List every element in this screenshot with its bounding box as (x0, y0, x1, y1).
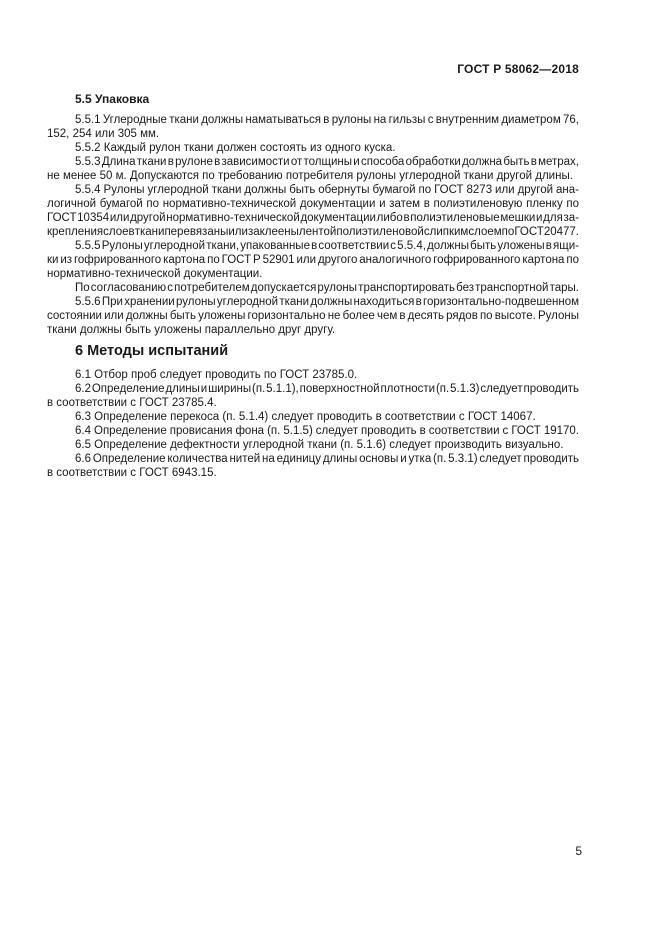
paragraph (47, 295, 579, 337)
paragraph (47, 239, 579, 281)
paragraph-line: 5.5.6 При хранении рулоны углеродной ткани должны находиться в горизонтально-подвешенном (75, 296, 579, 308)
page-number: 5 (575, 844, 582, 858)
paragraph-line: 6.5 Определение дефектности углеродной ткани (п. 5.1.6) следует производить визуально. (75, 439, 564, 451)
paragraph-line: в соответствии с ГОСТ 6943.15. (47, 467, 217, 479)
paragraph (47, 281, 579, 295)
paragraph-line: 5.5.3 Длина ткани в рулоне в зависимости от толщины и способа обработки должна быть в метрах, (75, 156, 579, 168)
document-content (47, 62, 579, 480)
paragraph (47, 368, 579, 382)
paragraph-line: состоянии или должны быть уложены горизонтально не более чем в десять рядов по высоте. Рулоны (47, 310, 579, 322)
paragraph-line: логичной бумагой по нормативно-технической документации и затем в полиэтиленовую пленку по (47, 198, 579, 210)
paragraph-line: 6.6 Определение количества нитей на единицу длины основы и утка (п. 5.3.1) следует проводить (75, 453, 579, 465)
paragraph-line: 5.5.2 Каждый рулон ткани должен состоять из одного куска. (75, 142, 396, 154)
paragraph-line: не менее 50 м. Допускаются по требованию потребителя рулоны углеродной ткани другой длины. (47, 170, 573, 182)
paragraph (47, 438, 579, 452)
paragraph (47, 424, 579, 438)
paragraph-line: 152, 254 или 305 мм. (47, 128, 160, 140)
paragraph (47, 141, 579, 155)
section-title: 6 Методы испытаний (75, 343, 229, 359)
paragraph-line: крепления слоев ткани перевязаны или заклеены лентой полиэтиленовой с липким слоем по ГОСТ 20477. (47, 226, 579, 238)
paragraph-line: 6.4 Определение провисания фона (п. 5.1.5) следует проводить в соответствии с ГОСТ 19170. (75, 425, 579, 437)
paragraph-line: 6.3 Определение перекоса (п. 5.1.4) следует проводить в соответствии с ГОСТ 14067. (75, 411, 536, 423)
paragraph-line: ГОСТ 10354 или другой нормативно-технической документации либо в полиэтиленовые мешки и для за- (47, 212, 579, 224)
section-title: 5.5 Упаковка (75, 92, 150, 106)
paragraph (47, 382, 579, 410)
paragraph (47, 155, 579, 183)
paragraph (47, 452, 579, 480)
paragraph-line: 6.2 Определение длины и ширины (п. 5.1.1), поверхностной плотности (п. 5.1.3) следует проводить (75, 383, 579, 395)
document-header-code: ГОСТ Р 58062—2018 (457, 62, 579, 76)
paragraph-line: 5.5.1 Углеродные ткани должны наматываться в рулоны на гильзы с внутренним диаметром 76, (75, 114, 579, 126)
paragraph (47, 183, 579, 239)
paragraph (47, 410, 579, 424)
paragraph (47, 113, 579, 141)
paragraph-line: 6.1 Отбор проб следует проводить по ГОСТ 23785.0. (75, 369, 358, 381)
paragraph-line: ткани должны быть уложены параллельно друг другу. (47, 324, 336, 336)
paragraph-line: 5.5.5 Рулоны углеродной ткани, упакованные в соответствии с 5.5.4, должны быть уложены в ящи- (75, 240, 579, 252)
paragraph-line: 5.5.4 Рулоны углеродной ткани должны быть обернуты бумагой по ГОСТ 8273 или другой ана- (75, 184, 579, 196)
paragraph-line: По согласованию с потребителем допускается рулоны транспортировать без транспортной тары. (75, 282, 579, 294)
document-body (47, 92, 579, 480)
paragraph-line: ки из гофрированного картона по ГОСТ Р 52901 или другого аналогичного гофрированного картона по (47, 254, 579, 266)
paragraph-line: в соответствии с ГОСТ 23785.4. (47, 397, 217, 409)
paragraph-line: нормативно-технической документации. (47, 268, 263, 280)
